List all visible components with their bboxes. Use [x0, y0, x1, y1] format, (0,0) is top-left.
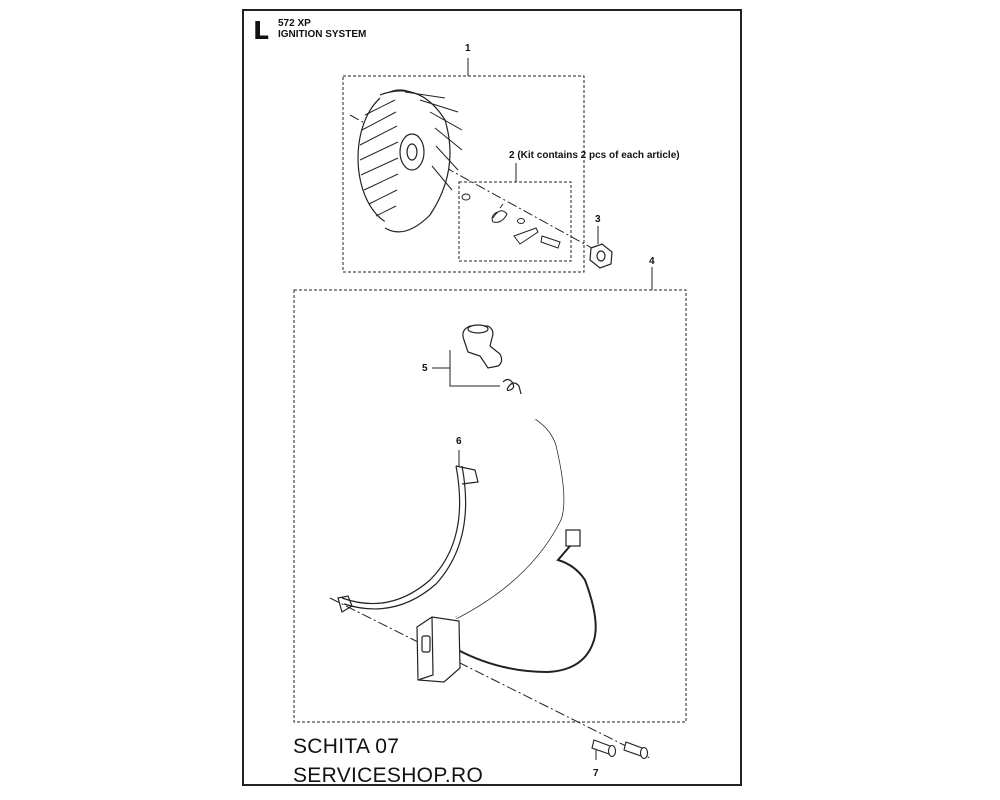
group-box-2: [459, 182, 571, 261]
callout-1: 1: [465, 43, 471, 54]
terminal-spring: [503, 380, 521, 395]
flywheel: [358, 90, 462, 232]
section-title: IGNITION SYSTEM: [278, 29, 367, 40]
callout-7: 7: [593, 768, 599, 779]
callout-5: 5: [422, 363, 428, 374]
ignition-module: [417, 420, 596, 682]
cable-clamp: [338, 466, 478, 612]
kit-parts: [462, 194, 560, 248]
callout-4: 4: [649, 256, 655, 267]
model-title: 572 XP: [278, 18, 311, 29]
shop-label: SERVICESHOP.RO: [293, 764, 484, 787]
callout-2: 2 (Kit contains 2 pcs of each article): [509, 150, 680, 161]
callout-3: 3: [595, 214, 601, 225]
callout-6: 6: [456, 436, 462, 447]
schema-label: SCHITA 07: [293, 735, 400, 758]
nut: [590, 244, 612, 268]
section-letter: L: [253, 16, 269, 45]
spark-plug-cap: [463, 325, 502, 368]
screws: [592, 740, 648, 759]
